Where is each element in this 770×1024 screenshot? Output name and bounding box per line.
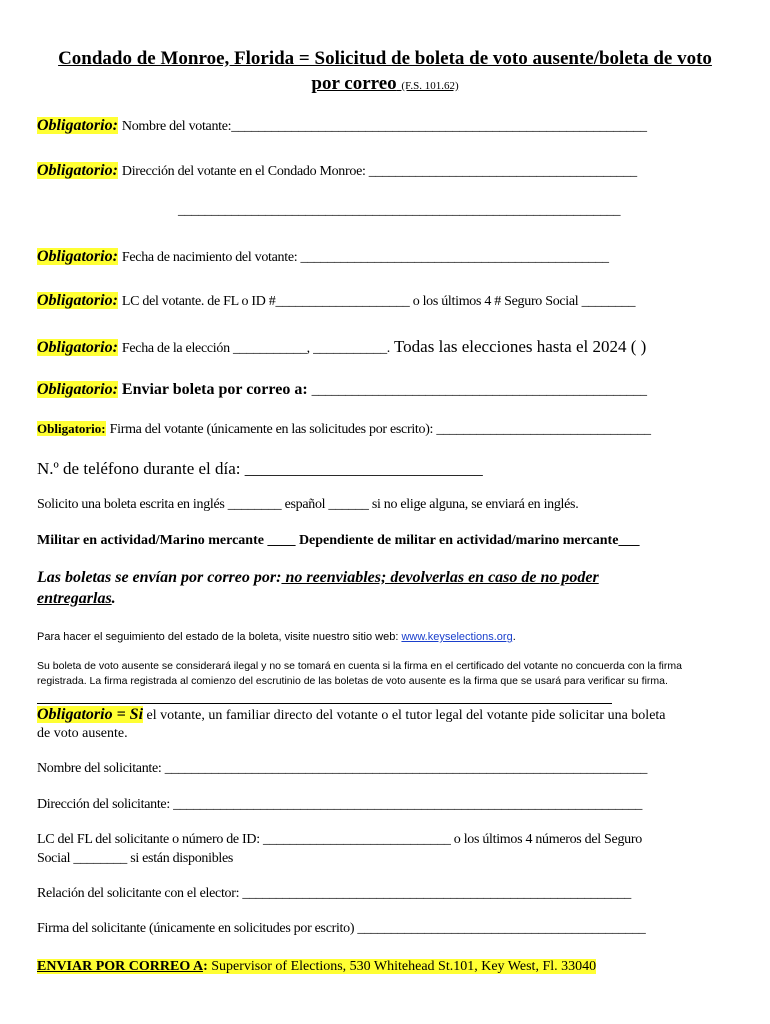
mail-to-row: Obligatorio: Enviar boleta por correo a: __________________________________________________ [37,381,647,398]
forward-notice [37,569,599,587]
signature-notice-line1: Su boleta de voto ausente se considerará ilegal y no se tomará en cuenta si la firma en el certificado del votante no concuerda con la firma [37,660,682,672]
birth-date-row: Obligatorio: Fecha de nacimiento del votante: ______________________________________________ [37,248,609,265]
required-label: Obligatorio [37,292,113,309]
requester-relation-field[interactable]: Relación del solicitante con el elector: __________________________________________________________ [37,886,631,901]
forward-lead: Las boletas se envían por correo por: [37,569,282,586]
divider [37,703,612,704]
phone-field[interactable]: N.º de teléfono durante el día: ____________________________ [37,459,483,478]
signature-notice-line2: registrada. La firma registrada al comienzo del escrutinio de las boletas de voto ausente es la firma que se usará para verificar su firma. [37,675,668,687]
birth-date-field[interactable]: Fecha de nacimiento del votante: ______________________________________________ [121,250,609,265]
form-title-line2 [0,73,770,95]
mail-footer-label: ENVIAR POR CORREO A [37,959,204,974]
required-label: Obligatorio [37,248,113,265]
all-elections-option[interactable]: Todas las elecciones hasta el 2024 ( ) [393,337,647,356]
statute-reference: (F.S. 101.62) [401,80,459,92]
required-label: Obligatorio [37,339,113,356]
election-date-field[interactable]: Fecha de la elección ___________, ___________. [121,341,390,356]
mail-to-label: Enviar boleta por correo a: [121,381,308,398]
election-date-row: Obligatorio: Fecha de la elección ___________, ___________. Todas las elecciones hasta el 2024 ( ) [37,337,647,356]
mail-footer-address: Supervisor of Elections, 530 Whitehead St.101, Key West, Fl. 33040 [207,959,597,974]
required-label: Obligatorio [37,421,102,436]
voter-name-field[interactable]: Nombre del votante:______________________________________________________________ [121,119,647,134]
requester-address-field[interactable]: Dirección del solicitante: ______________________________________________________________________ [37,797,643,812]
form-title-cont: por correo [311,73,397,94]
mail-to-field[interactable]: __________________________________________________ [311,383,647,398]
forward-dot: . [111,590,116,607]
required-label: Obligatorio [37,117,113,134]
elections-website-link[interactable]: www.keyselections.org [401,631,513,643]
requester-intro-text: el votante, un familiar directo del votante o el tutor legal del votante pide solicitar una boleta [143,708,666,723]
signature-row: Obligatorio: Firma del votante (únicamente en las solicitudes por escrito): ________________________________ [37,421,651,437]
tracking-text: Para hacer el seguimiento del estado de la boleta, visite nuestro sitio web: [37,631,402,643]
military-field[interactable]: Militar en actividad/Marino mercante ____ Dependiente de militar en actividad/marino mercante___ [37,533,640,548]
voter-address-row: Obligatorio: Dirección del votante en el Condado Monroe: ________________________________________ [37,162,637,179]
requester-signature-field[interactable]: Firma del solicitante (únicamente en solicitudes por escrito) ___________________________________________ [37,921,646,936]
language-field[interactable]: Solicito una boleta escrita en inglés ________ español ______ si no elige alguna, se enviará en inglés. [37,497,579,512]
required-yes-label: Obligatorio = Si [37,706,144,723]
mail-to-footer [37,957,596,975]
requester-intro [37,706,666,724]
requester-license-field[interactable]: LC del FL del solicitante o número de ID: ____________________________ o los últimos 4 números del Seguro [37,832,642,847]
form-title: Condado de Monroe, Florida = Solicitud de boleta de voto ausente/boleta de voto [58,48,712,69]
mail-footer-colon: : [203,959,208,974]
required-label: Obligatorio [37,162,113,179]
required-label: Obligatorio [37,381,113,398]
forward-rest-cont: entregarlas [37,590,112,607]
requester-name-field[interactable]: Nombre del solicitante: ________________________________________________________________________ [37,761,648,776]
license-field[interactable]: LC del votante. de FL o ID #____________________ o los últimos 4 # Seguro Social ________ [121,294,636,309]
forward-notice-cont [37,590,116,608]
voter-signature-field[interactable]: Firma del votante (únicamente en las solicitudes por escrito): ________________________________ [109,422,651,437]
voter-name-row: Obligatorio: Nombre del votante:______________________________________________________________ [37,117,647,134]
forward-rest: no reenviables; devolverlas en caso de no poder [281,569,599,586]
voter-address-cont-field[interactable]: __________________________________________________________________ [178,203,621,218]
requester-ssn-field[interactable]: Social ________ si están disponibles [37,851,234,866]
tracking-end: . [512,631,516,643]
voter-address-field[interactable]: Dirección del votante en el Condado Monroe: ________________________________________ [121,164,637,179]
license-row: Obligatorio: LC del votante. de FL o ID #____________________ o los últimos 4 # Seguro Social ________ [37,292,636,309]
tracking-info [37,631,516,643]
requester-intro-cont: de voto ausente. [37,726,128,741]
